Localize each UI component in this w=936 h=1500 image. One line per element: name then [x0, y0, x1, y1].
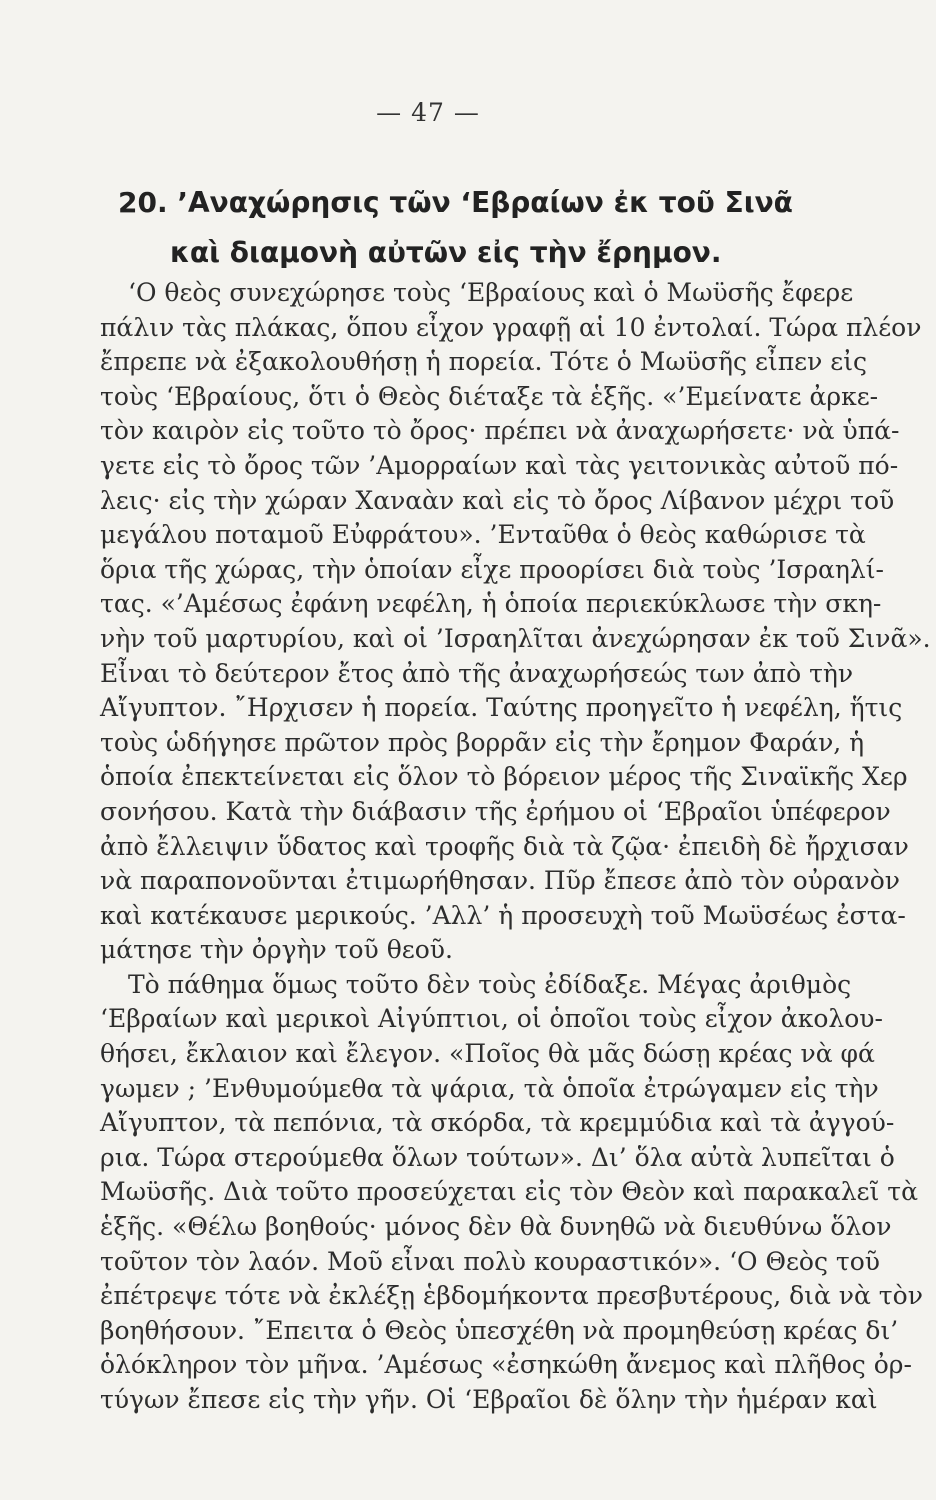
text-line: μεγάλου ποταμοῦ Εὐφράτου». ’Ενταῦθα ὁ θεὸς καθώρισε τὰ — [100, 520, 866, 550]
text-line: ὁλόκληρον τὸν μῆνα. ’Αμέσως «ἐσηκώθη ἄνεμος καὶ πλῆθος ὀρ- — [100, 1350, 912, 1380]
text-line: τοὺς ὡδήγησε πρῶτον πρὸς βορρᾶν εἰς τὴν ἔρημον Φαράν, ἡ — [100, 727, 865, 757]
chapter-heading — [100, 178, 880, 278]
text-line: ‘Ο θεὸς συνεχώρησε τοὺς ‘Εβραίους καὶ ὁ Μωϋσῆς ἔφερε — [128, 278, 854, 307]
text-line: σονήσου. Κατὰ τὴν διάβασιν τῆς ἐρήμου οἱ ‘Εβραῖοι ὑπέφερον — [100, 796, 891, 826]
text-line: νὴν τοῦ μαρτυρίου, καὶ οἱ ’Ισραηλῖται ἀνεχώρησαν ἐκ τοῦ Σινᾶ». — [100, 623, 931, 653]
text-line: Τὸ πάθημα ὅμως τοῦτο δὲν τοὺς ἐδίδαξε. Μέγας ἀριθμὸς — [128, 969, 852, 999]
text-line: Εἶναι τὸ δεύτερον ἔτος ἀπὸ τῆς ἀναχωρήσεώς των ἀπὸ τὴν — [100, 658, 854, 688]
text-line: μάτησε τὴν ὀργὴν τοῦ θεοῦ. — [100, 935, 453, 965]
text-line: τύγων ἔπεσε εἰς τὴν γῆν. Οἱ ‘Εβραῖοι δὲ ὅλην τὴν ἡμέραν καὶ — [100, 1385, 878, 1414]
text-line: τας. «’Αμέσως ἐφάνη νεφέλη, ἡ ὁποία περιεκύκλωσε τὴν σκη- — [100, 589, 882, 619]
text-line: καὶ κατέκαυσε μερικούς. ’Αλλ’ ἡ προσευχὴ τοῦ Μωϋσέως ἐστα- — [100, 900, 906, 930]
text-line: Μωϋσῆς. Διὰ τοῦτο προσεύχεται εἰς τὸν Θεὸν καὶ παρακαλεῖ τὰ — [100, 1177, 918, 1207]
text-line: ‘Εβραίων καὶ μερικοὶ Αἰγύπτιοι, οἱ ὁποῖοι τοὺς εἶχον ἀκολου- — [100, 1004, 883, 1034]
page-number: — 47 — — [376, 98, 480, 127]
text-line: λεις· εἰς τὴν χώραν Χαναὰν καὶ εἰς τὸ ὄρος Λίβανον μέχρι τοῦ — [100, 485, 895, 515]
text-line: ὁποία ἐπεκτείνεται εἰς ὅλον τὸ βόρειον μέρος τῆς Σιναϊκῆς Χερ — [100, 762, 908, 792]
text-line: βοηθήσουν. ῎Επειτα ὁ Θεὸς ὑπεσχέθη νὰ προμηθεύσῃ κρέας δι’ — [100, 1315, 899, 1345]
chapter-heading-line-2: καὶ διαμονὴ αὐτῶν εἰς τὴν ἔρημον. — [170, 236, 722, 269]
text-line: πάλιν τὰς πλάκας, ὅπου εἶχον γραφῇ αἱ 10 ἐντολαί. Τώρα πλέον — [100, 312, 922, 342]
text-line: ὅρια τῆς χώρας, τὴν ὁποίαν εἶχε προορίσει διὰ τοὺς ’Ισραηλί- — [100, 554, 885, 584]
text-line: θήσει, ἔκλαιον καὶ ἔλεγον. «Ποῖος θὰ μᾶς δώσῃ κρέας νὰ φά — [100, 1039, 875, 1069]
text-line: ρια. Τώρα στερούμεθα ὅλων τούτων». Δι’ ὅλα αὐτὰ λυπεῖται ὁ — [100, 1142, 895, 1172]
text-line: ἑξῆς. «Θέλω βοηθούς· μόνος δὲν θὰ δυνηθῶ νὰ διευθύνω ὅλον — [100, 1212, 892, 1242]
text-line: ἐπέτρεψε τότε νὰ ἐκλέξῃ ἑβδομήκοντα πρεσβυτέρους, διὰ νὰ τὸν — [100, 1281, 923, 1311]
text-line: τὸν καιρὸν εἰς τοῦτο τὸ ὄρος· πρέπει νὰ ἀναχωρήσετε· νὰ ὑπά- — [100, 416, 900, 446]
text-line: τοὺς ‘Εβραίους, ὅτι ὁ Θεὸς διέταξε τὰ ἑξῆς. «’Εμείνατε ἀρκε- — [100, 381, 879, 411]
text-line: γετε εἰς τὸ ὄρος τῶν ’Αμορραίων καὶ τὰς γειτονικὰς αὐτοῦ πό- — [100, 450, 899, 480]
text-line: ἀπὸ ἔλλειψιν ὕδατος καὶ τροφῆς διὰ τὰ ζῷα· ἐπειδὴ δὲ ἤρχισαν — [100, 831, 909, 861]
text-line: νὰ παραπονοῦνται ἐτιμωρήθησαν. Πῦρ ἔπεσε ἀπὸ τὸν οὐρανὸν — [100, 866, 900, 896]
text-line: τοῦτον τὸν λαόν. Μοῦ εἶναι πολὺ κουραστικόν». ‘Ο Θεὸς τοῦ — [100, 1246, 880, 1276]
text-line: Αἴγυπτον, τὰ πεπόνια, τὰ σκόρδα, τὰ κρεμμύδια καὶ τὰ ἀγγού- — [100, 1108, 895, 1138]
text-line: γωμεν ; ’Ενθυμούμεθα τὰ ψάρια, τὰ ὁποῖα ἐτρώγαμεν εἰς τὴν — [100, 1073, 879, 1103]
chapter-heading-line-1: 20. ’Αναχώρησις τῶν ‘Εβραίων ἐκ τοῦ Σινᾶ — [118, 186, 793, 219]
body-text — [100, 276, 931, 1418]
text-line: ἔπρεπε νὰ ἐξακολουθήσῃ ἡ πορεία. Τότε ὁ Μωϋσῆς εἶπεν εἰς — [100, 347, 868, 377]
text-line: Αἴγυπτον. ῎Ηρχισεν ἡ πορεία. Ταύτης προηγεῖτο ἡ νεφέλη, ἥτις — [100, 693, 903, 723]
